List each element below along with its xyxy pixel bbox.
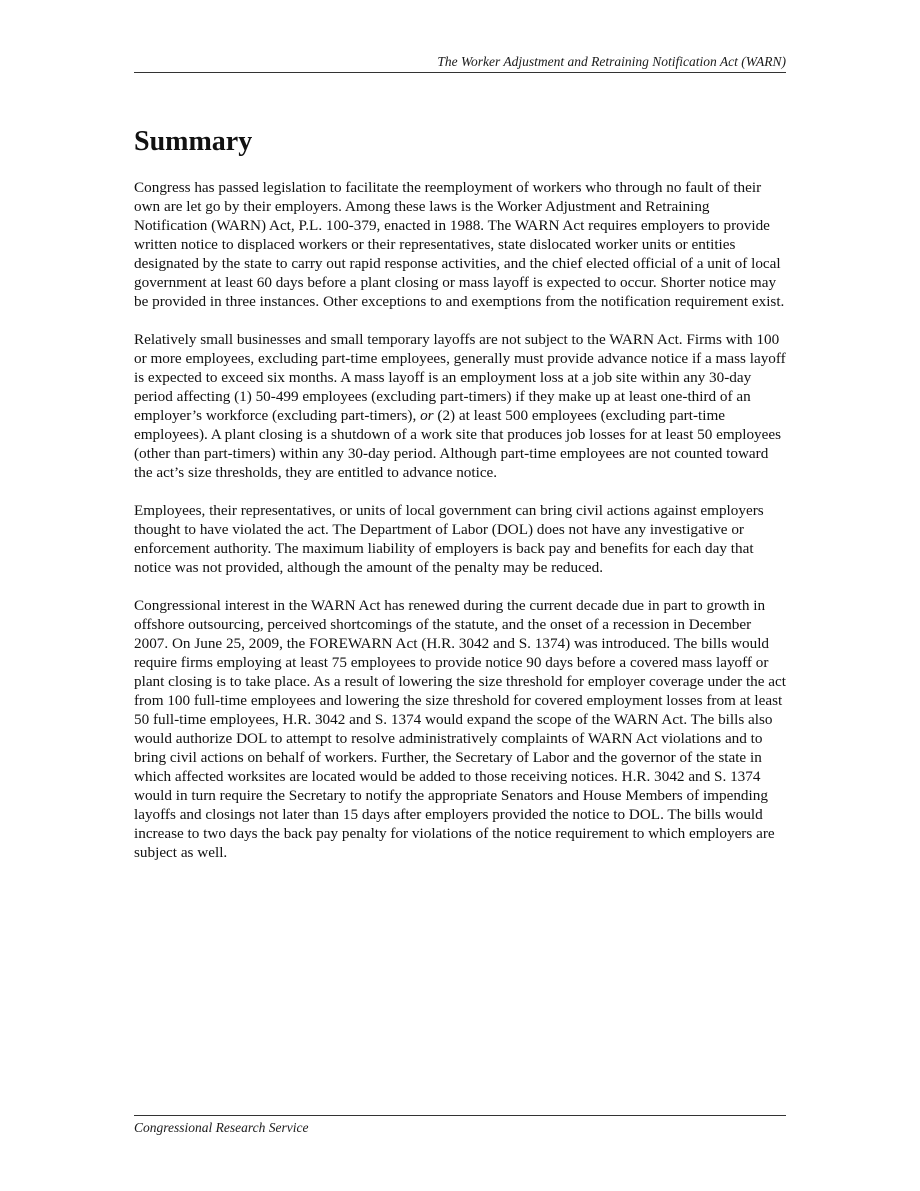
running-header: The Worker Adjustment and Retraining Notification Act (WARN)	[437, 54, 786, 69]
footer-divider	[134, 1115, 786, 1116]
emphasis-or: or	[420, 407, 434, 424]
summary-paragraph-4: Congressional interest in the WARN Act has renewed during the current decade due in part to growth in offshore outsourcing, perceived shortcomings of the statute, and the onset of a recession in December 2007. On June 25, 2009, the FOREWARN Act (H.R. 3042 and S. 1374) was introduced. The bills would require firms employing at least 75 employees to provide notice 90 days before a covered mass layoff or plant closing is to take place. As a result of lowering the size threshold for employer coverage under the act from 100 full-time employees and lowering the size threshold for covered employment losses from at least 50 full-time employees, H.R. 3042 and S. 1374 would expand the scope of the WARN Act. The bills also would authorize DOL to attempt to resolve administratively complaints of WARN Act violations and to bring civil actions on behalf of workers. Further, the Secretary of Labor and the governor of the state in which affected worksites are located would be added to those receiving notices. H.R. 3042 and S. 1374 would in turn require the Secretary to notify the appropriate Senators and House Members of impending layoffs and closings not later than 15 days after employers provided the notice to DOL. The bills would increase to two days the back pay penalty for violations of the notice requirement to which employers are subject as well.	[134, 597, 787, 861]
summary-body	[134, 178, 786, 881]
running-footer: Congressional Research Service	[134, 1120, 309, 1135]
paragraph-2-text-start: Relatively small businesses and small temporary layoffs are not subject to the WARN Act. Firms with 100 or more employees, excluding part-time employees, generally must provide advance notice if a mass layoff is expected to exceed six months. A mass layoff is an employment loss at a job site within any 30-day period affecting (1) 50-499 employees (excluding part-timers) if they make up at least one-third of an employer’s workforce (excluding part-timers),	[134, 331, 786, 424]
header-divider	[134, 72, 786, 73]
summary-paragraph-1: Congress has passed legislation to facilitate the reemployment of workers who through no fault of their own are let go by their employers. Among these laws is the Worker Adjustment and Retraining Notification (WARN) Act, P.L. 100-379, enacted in 1988. The WARN Act requires employers to provide written notice to displaced workers or their representatives, state dislocated worker units or entities designated by the state to carry out rapid response activities, and the chief elected official of a unit of local government at least 60 days before a plant closing or mass layoff is expected to occur. Shorter notice may be provided in three instances. Other exceptions to and exemptions from the notification requirement exist.	[134, 179, 785, 310]
summary-paragraph-2	[134, 330, 786, 482]
paragraph-2-text-end: (2) at least 500 employees (excluding part-time employees). A plant closing is a shutdown of a work site that produces job losses for at least 50 employees (other than part-timers) within any 30-day period. Although part-time employees are not counted toward the act’s size thresholds, they are entitled to advance notice.	[134, 407, 782, 481]
page-title: Summary	[134, 126, 253, 157]
summary-paragraph-3: Employees, their representatives, or units of local government can bring civil actions against employers thought to have violated the act. The Department of Labor (DOL) does not have any investigative or enforcement authority. The maximum liability of employers is back pay and benefits for each day that notice was not provided, although the amount of the penalty may be reduced.	[134, 502, 764, 576]
